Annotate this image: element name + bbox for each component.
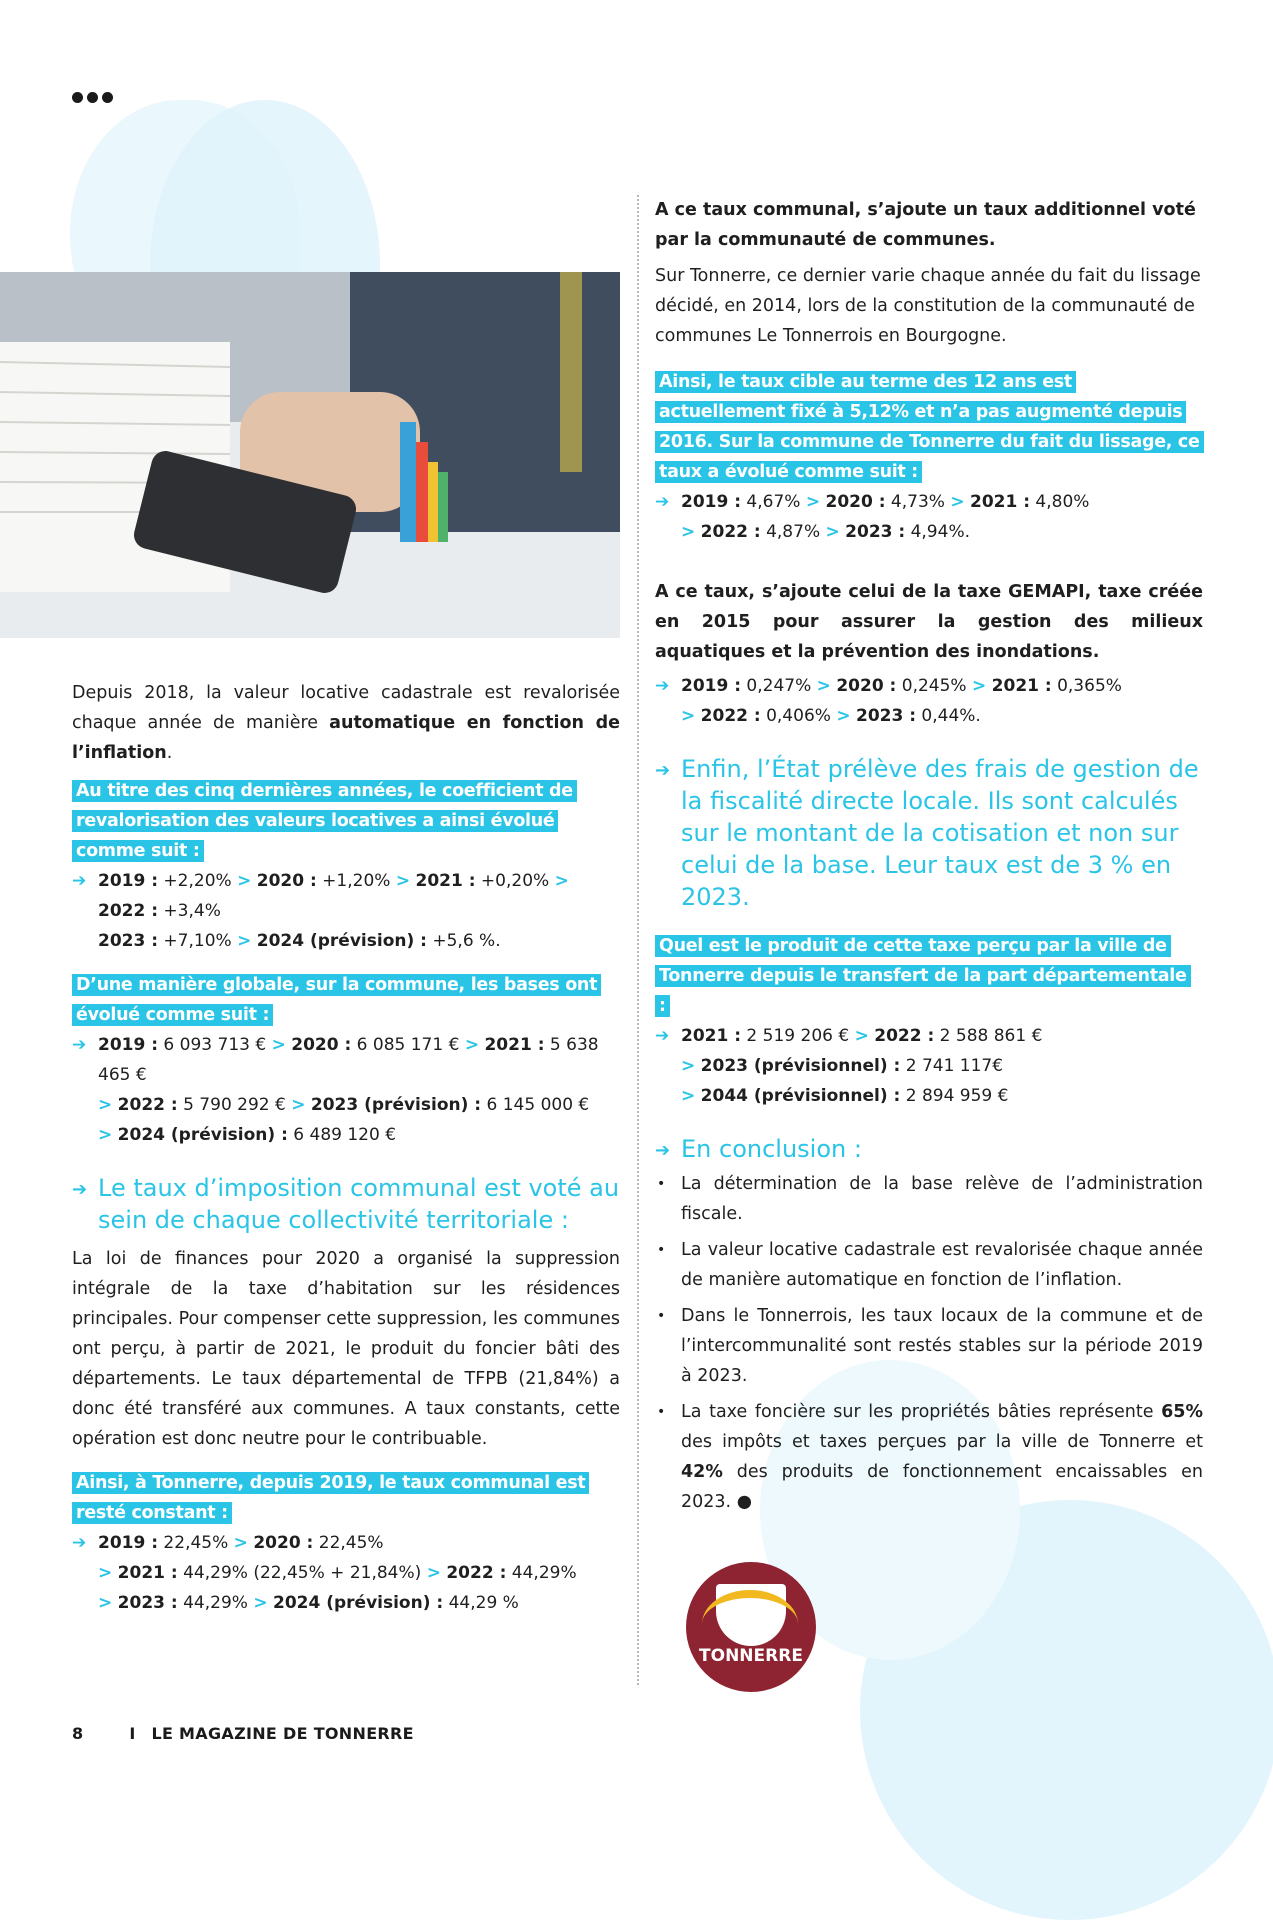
- taux-title: ➔ Le taux d’imposition communal est voté au sein de chaque collectivité territoriale :: [72, 1174, 620, 1234]
- calculator-photo: [0, 272, 620, 638]
- gemapi-list: [655, 671, 1203, 731]
- cible-highlight: Ainsi, le taux cible au terme des 12 ans est actuellement fixé à 5,12% et n’a pas augmenté depuis 2016. Sur la commune de Tonnerre du fait du lissage, ce taux a évolué comme suit :: [655, 367, 1203, 487]
- coef-highlight: Au titre des cinq dernières années, le coefficient de revalorisation des valeurs locatives a ainsi évolué comme suit :: [72, 776, 620, 866]
- list-item: > 2044 (prévisionnel) : 2 894 959 €: [681, 1086, 1009, 1106]
- list-item: > 2022 : 4,87% > 2023 : 4,94%.: [681, 522, 970, 542]
- produit-highlight: Quel est le produit de cette taxe perçu par la ville de Tonnerre depuis le transfert de la part départementale :: [655, 931, 1203, 1021]
- three-dots-icon: [72, 92, 113, 103]
- additionnel-body: Sur Tonnerre, ce dernier varie chaque année du fait du lissage décidé, en 2014, lors de la constitution de la communauté de communes Le Tonnerrois en Bourgogne.: [655, 266, 1201, 346]
- coef-list: [72, 866, 620, 956]
- list-item: > 2023 : 44,29% > 2024 (prévision) : 44,29 %: [98, 1593, 519, 1613]
- arrow-right-icon: ➔: [72, 1179, 88, 1200]
- intro-paragraph: Depuis 2018, la valeur locative cadastrale est revalorisée chaque année de manière automatique en fonction de l’inflation.: [72, 683, 620, 763]
- gemapi-heading: A ce taux, s’ajoute celui de la taxe GEMAPI, taxe créée en 2015 pour assurer la gestion des milieux aquatiques et la prévention des inondations.: [655, 582, 1203, 662]
- magazine-title: LE MAGAZINE DE TONNERRE: [151, 1724, 414, 1743]
- left-column: [72, 678, 620, 1618]
- cible-list: [655, 487, 1203, 547]
- right-column: [655, 195, 1203, 1523]
- arrow-right-icon: ➔: [655, 1026, 670, 1046]
- list-item: • La taxe foncière sur les propriétés bâties représente 65% des impôts et taxes perçues par la ville de Tonnerre et 42% des produits de fonctionnement encaissables en 2023. ●: [655, 1397, 1203, 1517]
- bases-list: [72, 1030, 620, 1150]
- bullet-icon: •: [657, 1308, 666, 1324]
- bullet-icon: •: [657, 1176, 666, 1192]
- list-item: ➔ 2021 : 2 519 206 € > 2022 : 2 588 861 €: [655, 1021, 1203, 1051]
- arrow-right-icon: ➔: [655, 760, 671, 781]
- arrow-right-icon: ➔: [655, 676, 670, 696]
- end-mark-icon: ●: [736, 1492, 752, 1512]
- list-item: ➔ 2019 : 0,247% > 2020 : 0,245% > 2021 : 0,365%: [655, 671, 1203, 701]
- produit-list: [655, 1021, 1203, 1111]
- arrow-right-icon: ➔: [655, 1140, 671, 1161]
- list-item: > 2023 (prévisionnel) : 2 741 117€: [681, 1056, 1004, 1076]
- column-divider: [637, 195, 639, 1685]
- page-footer: [72, 1724, 414, 1743]
- taux-body: La loi de finances pour 2020 a organisé la suppression intégrale de la taxe d’habitation sur les résidences principales. Pour compenser cette suppression, les communes ont perçu, à partir de 2021, le produit du foncier bâti des départements. Le taux départemental de TFPB (21,84%) a donc été transféré aux communes. A taux constants, cette opération est donc neutre pour le contribuable.: [72, 1249, 620, 1449]
- list-item: • La valeur locative cadastrale est revalorisée chaque année de manière automatique en fonction de l’inflation.: [655, 1235, 1203, 1295]
- bases-highlight: D’une manière globale, sur la commune, les bases ont évolué comme suit :: [72, 970, 620, 1030]
- list-item: • Dans le Tonnerrois, les taux locaux de la commune et de l’intercommunalité sont restés stables sur la période 2019 à 2023.: [655, 1301, 1203, 1391]
- arrow-right-icon: ➔: [72, 871, 87, 891]
- arrow-right-icon: ➔: [655, 492, 670, 512]
- arrow-right-icon: ➔: [72, 1035, 87, 1055]
- list-item: ➔ 2019 : 6 093 713 € > 2020 : 6 085 171 € > 2021 : 5 638 465 €: [72, 1030, 620, 1090]
- list-item: > 2021 : 44,29% (22,45% + 21,84%) > 2022 : 44,29%: [98, 1563, 577, 1583]
- bullet-icon: •: [657, 1242, 666, 1258]
- list-item: ➔ 2019 : 4,67% > 2020 : 4,73% > 2021 : 4,80%: [655, 487, 1203, 517]
- conclusion-title: ➔ En conclusion :: [655, 1133, 1203, 1165]
- list-item: > 2022 : 0,406% > 2023 : 0,44%.: [681, 706, 981, 726]
- list-item: 2023 : +7,10% > 2024 (prévision) : +5,6 %.: [98, 931, 501, 951]
- taux-highlight: Ainsi, à Tonnerre, depuis 2019, le taux communal est resté constant :: [72, 1468, 620, 1528]
- conclusion-list: [655, 1169, 1203, 1517]
- logo-name: TONNERRE: [699, 1646, 803, 1666]
- bullet-icon: •: [657, 1404, 666, 1420]
- list-item: ➔ 2019 : +2,20% > 2020 : +1,20% > 2021 : +0,20% > 2022 : +3,4%: [72, 866, 620, 926]
- list-item: ➔ 2019 : 22,45% > 2020 : 22,45%: [72, 1528, 620, 1558]
- list-item: > 2024 (prévision) : 6 489 120 €: [98, 1125, 397, 1145]
- list-item: > 2022 : 5 790 292 € > 2023 (prévision) : 6 145 000 €: [98, 1095, 590, 1115]
- footer-separator: I: [129, 1724, 136, 1743]
- arrow-right-icon: ➔: [72, 1533, 87, 1553]
- page-number: 8: [72, 1724, 84, 1743]
- list-item: • La détermination de la base relève de l’administration fiscale.: [655, 1169, 1203, 1229]
- additionnel-heading: A ce taux communal, s’ajoute un taux additionnel voté par la communauté de communes.: [655, 200, 1196, 250]
- taux-list: [72, 1528, 620, 1618]
- tonnerre-logo: [686, 1562, 816, 1692]
- etat-title: ➔ Enfin, l’État prélève des frais de gestion de la fiscalité directe locale. Ils sont calculés sur le montant de la cotisation et non sur celui de la base. Leur taux est de 3 % en 2023.: [655, 755, 1199, 911]
